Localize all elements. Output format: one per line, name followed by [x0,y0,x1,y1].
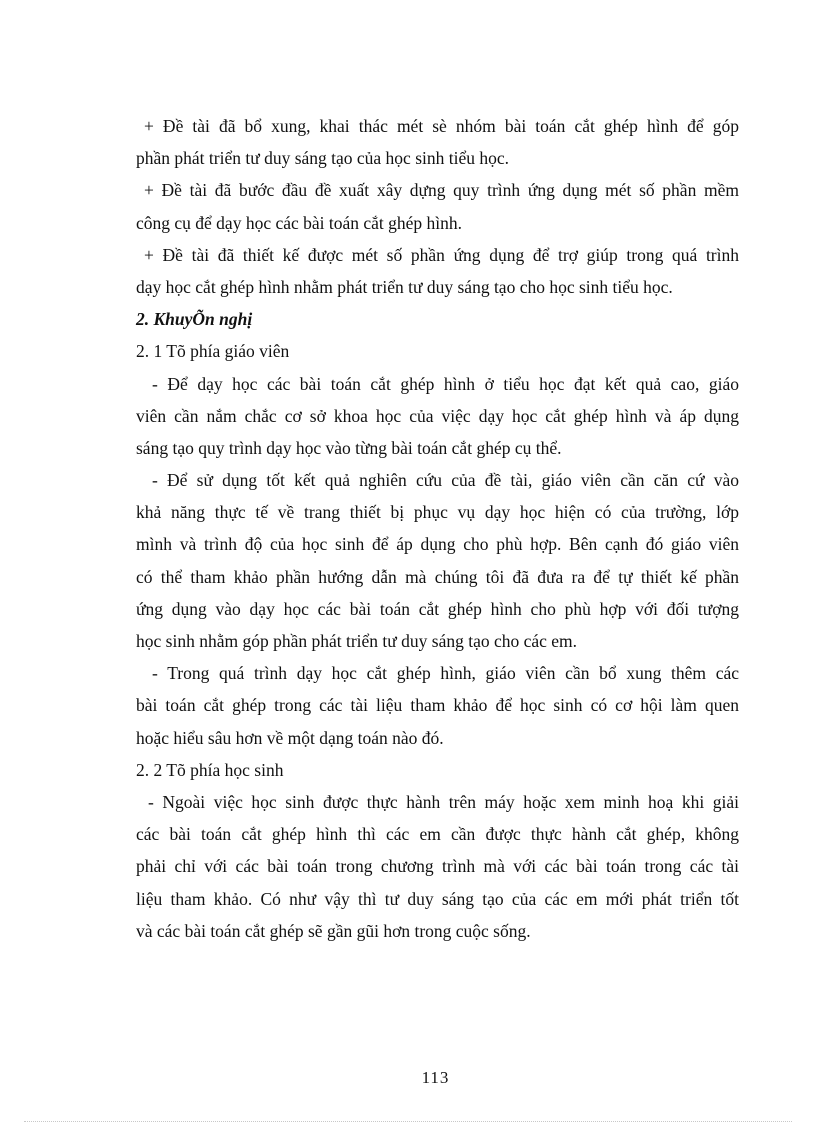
text-line: hoặc hiểu sâu hơn về một dạng toán nào đó. [136,727,444,748]
text-line: + Đề tài đã thiết kế được mét số phần ứng dụng để trợ giúp trong quá trình [144,244,739,265]
page-bottom-border [24,1121,792,1122]
section-heading: 2. KhuyÕn nghị [136,309,253,330]
subsection-heading: 2. 2 Tõ phía học sinh [136,759,284,780]
text-line: liệu tham khảo. Có như vậy thì tư duy sáng tạo của các em mới phát triển tốt [136,888,739,909]
text-line: học sinh nhằm góp phần phát triển tư duy sáng tạo cho các em. [136,631,578,651]
text-line: có thể tham khảo phần hướng dẫn mà chúng tôi đã đưa ra để tự thiết kế phần [136,566,739,587]
text-line: - Để sử dụng tốt kết quả nghiên cứu của đề tài, giáo viên cần căn cứ vào [152,470,739,491]
page-number: 113 [421,1068,450,1087]
text-line: phần phát triển tư duy sáng tạo của học sinh tiểu học. [136,148,510,169]
text-line: - Ngoài việc học sinh được thực hành trên máy hoặc xem minh hoạ khi giải [148,791,739,812]
text-line: bài toán cắt ghép trong các tài liệu tham khảo để học sinh có cơ hội làm quen [136,695,739,716]
text-line: + Đề tài đã bước đầu đề xuất xây dựng quy trình ứng dụng mét số phần mềm [144,180,739,201]
text-line: mình và trình độ của học sinh để áp dụng cho phù hợp. Bên cạnh đó giáo viên [136,534,739,555]
text-line: công cụ để dạy học các bài toán cắt ghép hình. [136,212,463,233]
text-line: viên cần nắm chắc cơ sở khoa học của việc dạy học cắt ghép hình và áp dụng [136,405,739,426]
text-line: và các bài toán cắt ghép sẽ gần gũi hơn trong cuộc sống. [136,920,531,941]
text-line: dạy học cắt ghép hình nhằm phát triển tư duy sáng tạo cho học sinh tiểu học. [136,276,673,297]
text-line: - Để dạy học các bài toán cắt ghép hình ở tiểu học đạt kết quả cao, giáo [152,373,739,394]
text-line: phải chỉ với các bài toán trong chương trình mà với các bài toán trong các tài [136,856,739,877]
text-line: khả năng thực tế về trang thiết bị phục vụ dạy học hiện có của trường, lớp [136,502,739,523]
document-body [136,110,739,947]
subsection-heading: 2. 1 Tõ phía giáo viên [136,341,290,362]
text-line: ứng dụng vào dạy học các bài toán cắt ghép hình cho phù hợp với đối tượng [136,598,739,619]
text-line: + Đề tài đã bổ xung, khai thác mét sè nhóm bài toán cắt ghép hình để góp [144,116,739,136]
text-line: sáng tạo quy trình dạy học vào từng bài toán cắt ghép cụ thể. [136,437,562,458]
text-line: các bài toán cắt ghép hình thì các em cần được thực hành cắt ghép, không [136,824,739,845]
text-line: - Trong quá trình dạy học cắt ghép hình, giáo viên cần bổ xung thêm các [152,663,739,684]
